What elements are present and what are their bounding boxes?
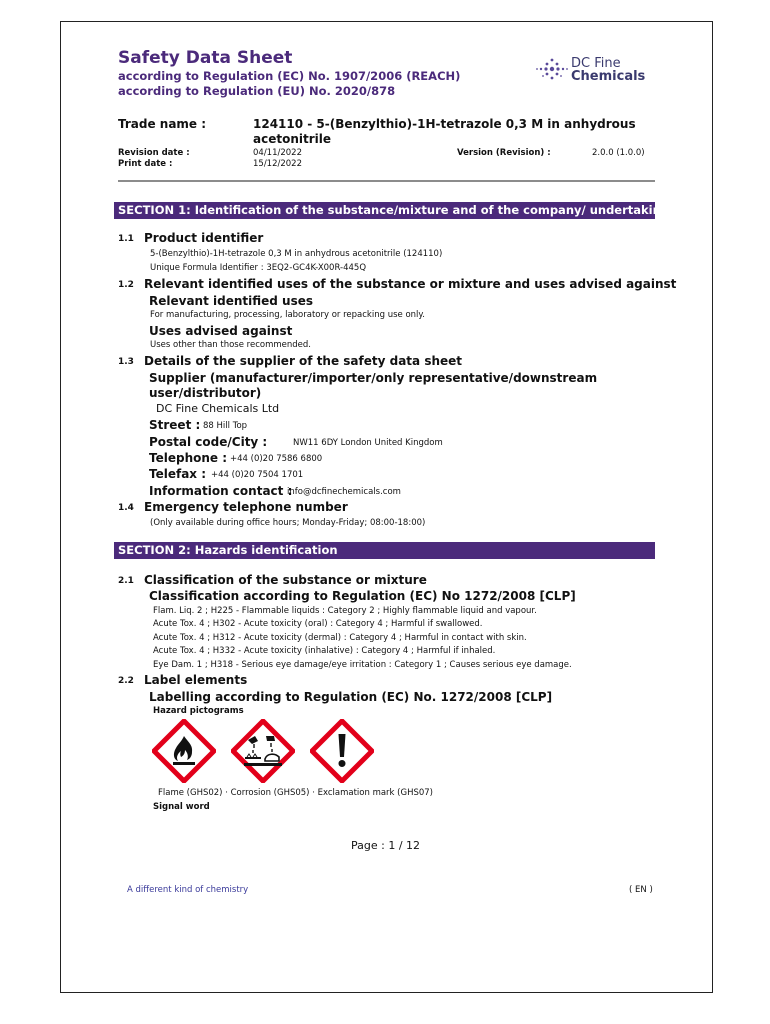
regulation-eu: according to Regulation (EU) No. 2020/878 [118,84,396,98]
section-1-4-number: 1.4 [118,503,134,513]
molecule-logo-icon [535,56,569,84]
emergency-hours-note: (Only available during office hours; Monday-Friday; 08:00-18:00) [150,518,426,528]
hazard-pictograms-label: Hazard pictograms [153,706,244,716]
information-contact-value[interactable]: info@dcfinechemicals.com [287,487,401,497]
trade-name-label: Trade name : [118,117,207,131]
company-logo [535,56,655,86]
company-name: DC Fine Chemicals Ltd [156,402,280,415]
section-1-4-title: Emergency telephone number [144,500,348,514]
street-value: 88 Hill Top [203,421,248,431]
hazard-class-acute-oral: Acute Tox. 4 ; H302 - Acute toxicity (oral) : Category 4 ; Harmful if swallowed. [153,619,483,629]
section-1-heading: SECTION 1: Identification of the substance/mixture and of the company/ undertaking [114,202,655,219]
logo-text-line2: Chemicals [571,69,646,84]
print-date-value: 15/12/2022 [253,159,302,169]
revision-date-label: Revision date : [118,148,190,158]
ghs07-exclamation-mark-icon [310,719,374,783]
product-identifier-line: 5-(Benzylthio)-1H-tetrazole 0,3 M in anhydrous acetonitrile (124110) [150,249,443,259]
trade-name-value-line2: acetonitrile [253,132,332,146]
information-contact-label: Information contact : [149,484,293,498]
version-value: 2.0.0 (1.0.0) [592,148,645,158]
identified-uses-heading: Relevant identified uses [149,294,314,308]
section-2-2-title: Label elements [144,673,248,687]
section-1-1-number: 1.1 [118,234,134,244]
street-label: Street : [149,418,201,432]
logo-text-line1: DC Fine [571,56,621,71]
regulation-reach: according to Regulation (EC) No. 1907/2006 (REACH) [118,69,461,83]
section-1-1-title: Product identifier [144,231,264,245]
signal-word-label: Signal word [153,802,210,812]
page-number: Page : 1 / 12 [351,839,421,852]
pictograms-caption: Flame (GHS02) · Corrosion (GHS05) · Exclamation mark (GHS07) [158,788,433,798]
telefax-value: +44 (0)20 7504 1701 [211,470,304,480]
document-page [60,21,713,993]
trade-name-value-line1: 124110 - 5-(Benzylthio)-1H-tetrazole 0,3 M in anhydrous [253,117,636,131]
unique-formula-identifier: Unique Formula Identifier : 3EQ2-GC4K-X00R-445Q [150,263,367,273]
hazard-class-acute-inhalative: Acute Tox. 4 ; H332 - Acute toxicity (inhalative) : Category 4 ; Harmful if inhaled. [153,646,496,656]
section-1-2-title: Relevant identified uses of the substance or mixture and uses advised against [144,277,677,291]
section-2-heading: SECTION 2: Hazards identification [114,542,655,559]
telefax-label: Telefax : [149,467,207,481]
print-date-label: Print date : [118,159,173,169]
postal-city-label: Postal code/City : [149,435,268,449]
ghs02-flame-icon [152,719,216,783]
uses-advised-against-heading: Uses advised against [149,324,293,338]
section-2-1-number: 2.1 [118,576,134,586]
header-divider [118,180,655,182]
labelling-heading: Labelling according to Regulation (EC) No. 1272/2008 [CLP] [149,690,553,704]
section-2-1-title: Classification of the substance or mixture [144,573,427,587]
hazard-class-flam-liq: Flam. Liq. 2 ; H225 - Flammable liquids : Category 2 ; Highly flammable liquid and vapour. [153,606,537,616]
telephone-label: Telephone : [149,451,228,465]
identified-uses-text: For manufacturing, processing, laboratory or repacking use only. [150,310,425,320]
document-title: Safety Data Sheet [118,48,293,68]
supplier-heading-line2: user/distributor) [149,386,262,400]
hazard-class-eye-dam: Eye Dam. 1 ; H318 - Serious eye damage/eye irritation : Category 1 ; Causes serious eye damage. [153,660,572,670]
uses-advised-against-text: Uses other than those recommended. [150,340,311,350]
section-1-3-title: Details of the supplier of the safety data sheet [144,354,463,368]
hazard-class-acute-dermal: Acute Tox. 4 ; H312 - Acute toxicity (dermal) : Category 4 ; Harmful in contact with skin. [153,633,527,643]
ghs05-corrosion-icon [231,719,295,783]
language-code: ( EN ) [629,885,653,895]
supplier-heading-line1: Supplier (manufacturer/importer/only representative/downstream [149,371,598,385]
clp-classification-heading: Classification according to Regulation (EC) No 1272/2008 [CLP] [149,589,576,603]
section-2-2-number: 2.2 [118,676,134,686]
telephone-value: +44 (0)20 7586 6800 [230,454,323,464]
revision-date-value: 04/11/2022 [253,148,302,158]
postal-city-value: NW11 6DY London United Kingdom [293,438,443,448]
section-1-2-number: 1.2 [118,280,134,290]
footer-tagline: A different kind of chemistry [127,885,249,895]
version-label: Version (Revision) : [457,148,551,158]
section-1-3-number: 1.3 [118,357,134,367]
